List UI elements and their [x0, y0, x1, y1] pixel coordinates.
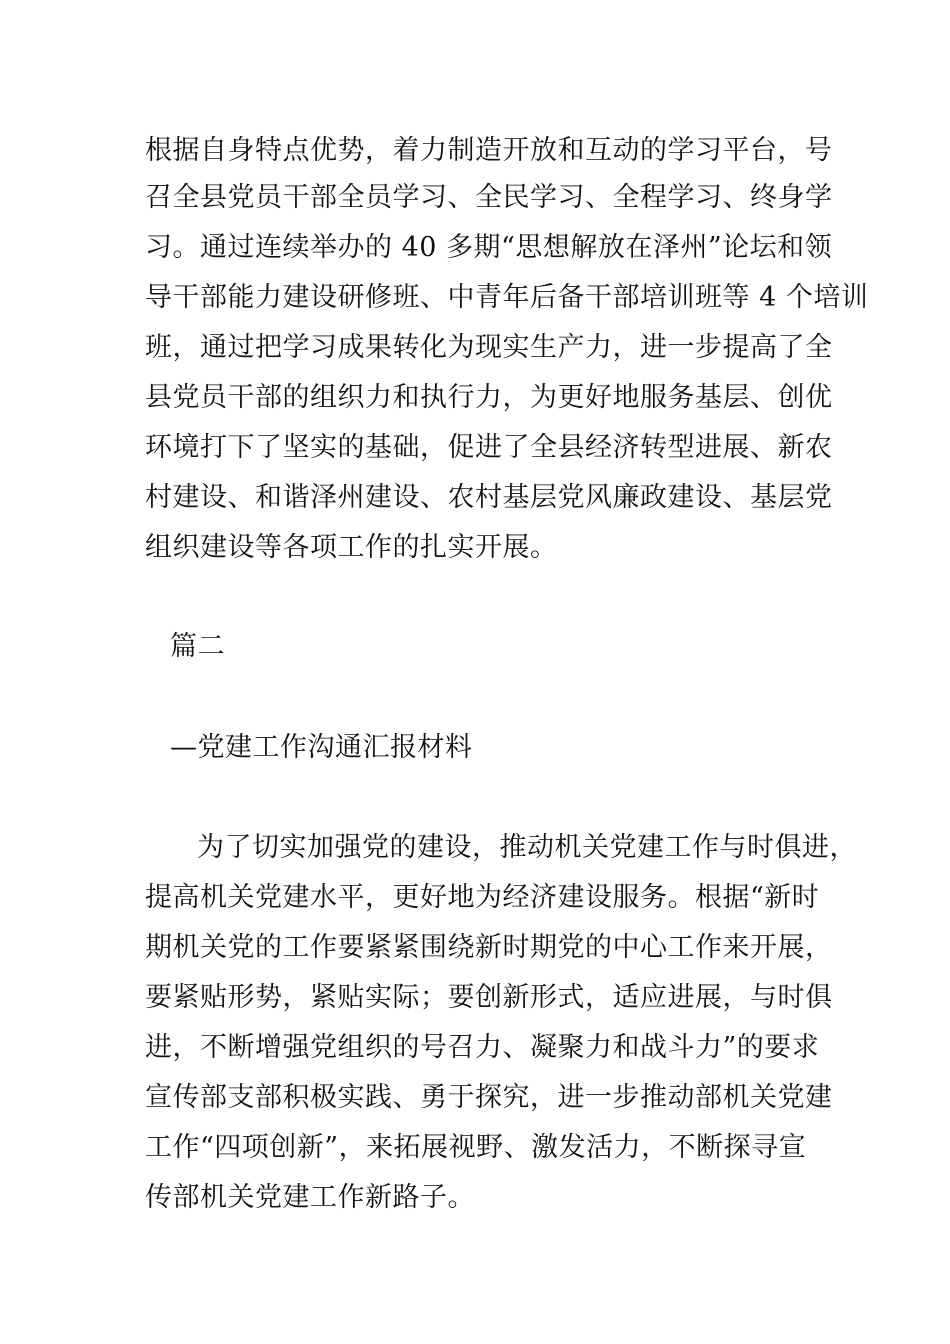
text-line: 提高机关党建水平，更好地为经济建设服务。根据“新时	[145, 882, 820, 913]
text-line: 为了切实加强党的建设，推动机关党建工作与时俱进，	[197, 832, 857, 863]
text-line: 要紧贴形势，紧贴实际；要创新形式，适应进展，与时俱	[145, 982, 833, 1013]
text-line: 召全县党员干部全员学习、全民学习、全程学习、终身学	[145, 182, 833, 213]
text-line: 工作“四项创新”，来拓展视野、激发活力，不断探寻宣	[145, 1132, 807, 1163]
part-heading: 篇二	[170, 631, 225, 662]
text-line: 习。通过连续举办的 40 多期“思想解放在泽州”论坛和领	[145, 232, 833, 263]
text-line: 进，不断增强党组织的号召力、凝聚力和战斗力”的要求	[145, 1032, 820, 1063]
text-line: 组织建设等各项工作的扎实开展。	[145, 532, 558, 563]
text-line: 环境打下了坚实的基础，促进了全县经济转型进展、新农	[145, 432, 833, 463]
text-line: 传部机关党建工作新路子。	[145, 1182, 475, 1213]
text-line: 宣传部支部积极实践、勇于探究，进一步推动部机关党建	[145, 1082, 833, 1113]
text-line: 期机关党的工作要紧紧围绕新时期党的中心工作来开展，	[145, 932, 833, 963]
text-line: 县党员干部的组织力和执行力，为更好地服务基层、创优	[145, 382, 833, 413]
document-subtitle: —党建工作沟通汇报材料	[170, 732, 473, 763]
text-line: 村建设、和谐泽州建设、农村基层党风廉政建设、基层党	[145, 482, 833, 513]
text-line: 班，通过把学习成果转化为现实生产力，进一步提高了全	[145, 332, 833, 363]
text-line: 根据自身特点优势，着力制造开放和互动的学习平台，号	[145, 135, 833, 166]
text-line: 导干部能力建设研修班、中青年后备干部培训班等 4 个培训	[145, 282, 869, 313]
